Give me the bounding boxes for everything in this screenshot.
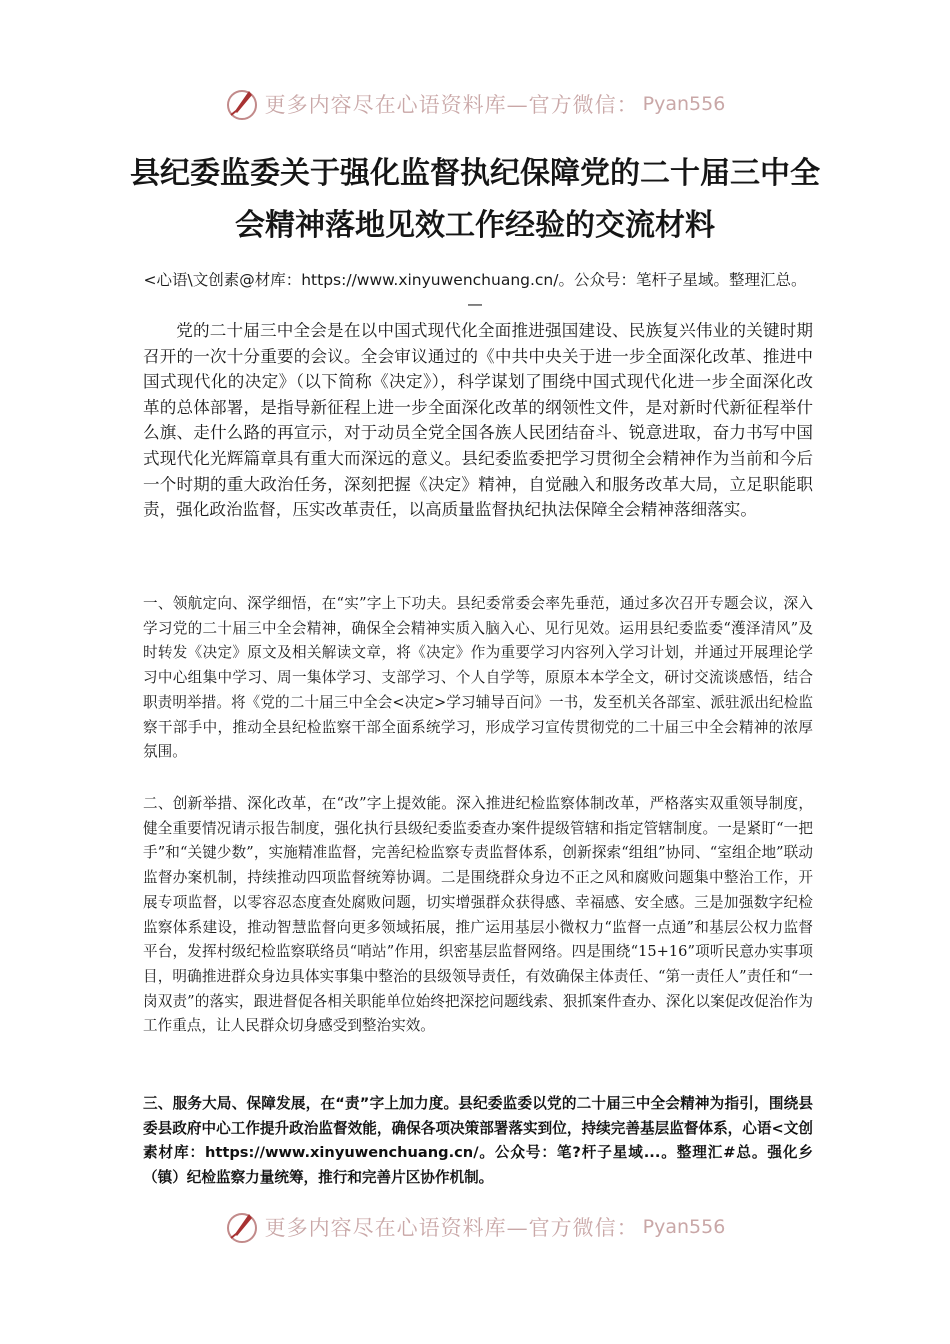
document-title: 县纪委监委关于强化监督执纪保障党的二十届三中全会精神落地见效工作经验的交流材料 (130, 156, 820, 243)
banner-contact: Pyan556 (642, 1216, 726, 1238)
banner-contact: Pyan556 (642, 93, 726, 115)
footer-watermark-banner (0, 1207, 950, 1247)
intro-paragraph: 党的二十届三中全会是在以中国式现代化全面推进强国建设、民族复兴伟业的关键时期召开的一次十分重要的会议。全会审议通过的《中共中央关于进一步全面深化改革、推进中国式现代化的决定》（以下简称《决定》），科学谋划了围绕中国式现代化进一步全面深化改革的总体部署，是指导新征程上进一步全面深化改革的纲领性文件，是对新时代新征程举什么旗、走什么路的再宣示，对于动员全党全国各族人民团结奋斗、锐意进取，奋力书写中国式现代化光辉篇章具有重大而深远的意义。县纪委监委把学习贯彻全会精神作为当前和今后一个时期的重大政治任务，深刻把握《决定》精神，自觉融入和服务改革大局，立足职能职责，强化政治监督，压实改革责任，以高质量监督执纪执法保障全会精神落细落实。 (143, 321, 813, 520)
section-3-paragraph: 三、服务大局、保障发展，在“责”字上加力度。县纪委监委以党的二十届三中全会精神为指引，围绕县委县政府中心工作提升政治监督效能，确保各项决策部署落实到位，持续完善基层监督体系，心语<文创素材库：https://www.xinyuwenchuang.cn/。公众号：笔?杆子星域...。整理汇#总。强化乡（镇）纪检监察力量统筹，推行和完善片区协作机制。 (143, 1095, 813, 1186)
header-watermark-banner (0, 84, 950, 124)
section-2-paragraph: 二、创新举措、深化改革，在“改”字上提效能。深入推进纪检监察体制改革，严格落实双重领导制度，健全重要情况请示报告制度，强化执行县级纪委监委查办案件提级管辖和指定管辖制度。一是紧盯“一把手”和“关键少数”，实施精准监督，完善纪检监察专责监督体系，创新探索“组组”协同、“室组企地”联动监督办案机制，持续推动四项监督统筹协调。二是围绕群众身边不正之风和腐败问题集中整治工作，开展专项监督，以零容忍态度查处腐败问题，切实增强群众获得感、幸福感、安全感。三是加强数字纪检监察体系建设，推动智慧监督向更多领域拓展，推广运用基层小微权力“监督一点通”和基层公权力监督平台，发挥村级纪检监察联络员“哨站”作用，织密基层监督网络。四是围绕“15+16”项听民意办实事项目，明确推进群众身边具体实事集中整治的县级领导责任，有效确保主体责任、“第一责任人”责任和“一岗双责”的落实，跟进督促各相关职能单位始终把深挖问题线索、狠抓案件查办、深化以案促改促治作为工作重点，让人民群众切身感受到整治实效。 (143, 795, 813, 1035)
banner-text: 更多内容尽在心语资料库—官方微信： (264, 93, 639, 117)
quill-logo-icon (225, 1210, 259, 1244)
source-note: <心语\文创素@材库：https://www.xinyuwenchuang.cn/。公众号：笔杆子星域。整理汇总。— (143, 271, 807, 313)
quill-logo-icon (225, 87, 259, 121)
banner-text: 更多内容尽在心语资料库—官方微信： (264, 1216, 639, 1240)
section-1-paragraph: 一、领航定向、深学细悟，在“实”字上下功夫。县纪委常委会率先垂范，通过多次召开专题会议，深入学习党的二十届三中全会精神，确保全会精神实质入脑入心、见行见效。运用县纪委监委“濩泽清风”及时转发《决定》原文及相关解读文章，将《决定》作为重要学习内容列入学习计划，并通过开展理论学习中心组集中学习、周一集体学习、支部学习、个人自学等，原原本本学全文，研讨交流谈感悟，结合职责明举措。将《党的二十届三中全会<决定>学习辅导百问》一书，发至机关各部室、派驻派出纪检监察干部手中，推动全县纪检监察干部全面系统学习，形成学习宣传贯彻党的二十届三中全会精神的浓厚氛围。 (143, 595, 813, 761)
